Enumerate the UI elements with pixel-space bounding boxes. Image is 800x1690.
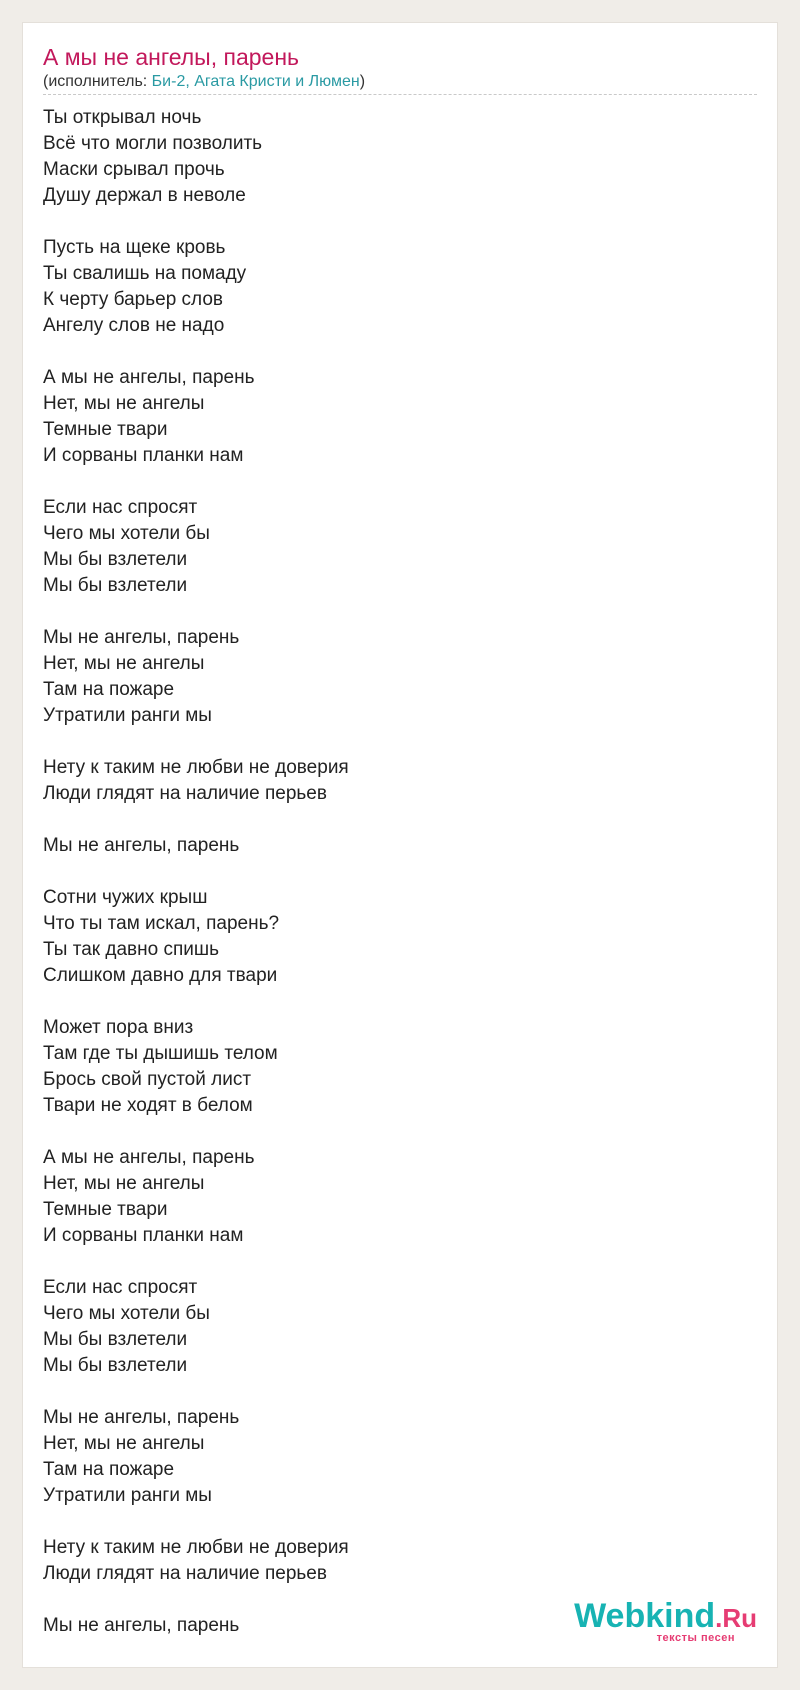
stanza-gap (43, 469, 743, 495)
stanza-gap (43, 807, 743, 833)
stanza-gap (43, 599, 743, 625)
webkind-logo[interactable] (557, 1597, 757, 1645)
performer-link[interactable]: Би-2, Агата Кристи и Люмен (151, 73, 360, 90)
lyric-line: Там на пожаре (43, 679, 175, 700)
logo-tagline: тексты песен (656, 1632, 735, 1644)
lyric-line: Слишком давно для твари (43, 965, 278, 986)
logo-suffix: .Ru (715, 1603, 757, 1633)
lyric-line: А мы не ангелы, парень (43, 367, 255, 388)
lyric-line: Маски срывал прочь (43, 159, 225, 180)
lyric-line: Брось свой пустой лист (43, 1069, 252, 1090)
lyric-line: Мы бы взлетели (43, 549, 188, 570)
stanza-gap (43, 1379, 743, 1405)
lyric-line: Твари не ходят в белом (43, 1095, 253, 1116)
lyric-line: Нет, мы не ангелы (43, 653, 205, 674)
lyric-line: Ты свалишь на помаду (43, 263, 247, 284)
lyric-line: Всё что могли позволить (43, 133, 263, 154)
lyric-line: Сотни чужих крыш (43, 887, 208, 908)
lyric-line: Мы бы взлетели (43, 1355, 188, 1376)
stanza-gap (43, 339, 743, 365)
lyric-line: Нет, мы не ангелы (43, 1173, 205, 1194)
lyric-line: Нету к таким не любви не доверия (43, 1537, 349, 1558)
lyric-line: Если нас спросят (43, 497, 198, 518)
performer-suffix: ) (359, 73, 366, 90)
lyric-line: Люди глядят на наличие перьев (43, 1563, 327, 1584)
lyric-line: Чего мы хотели бы (43, 523, 210, 544)
performer-line (43, 72, 365, 92)
lyric-line: Темные твари (43, 1199, 168, 1220)
lyric-line: Мы не ангелы, парень (43, 1615, 240, 1636)
lyric-line: Ты открывал ночь (43, 107, 202, 128)
stanza-gap (43, 859, 743, 885)
performer-prefix: (исполнитель: (43, 73, 152, 90)
lyric-line: Мы бы взлетели (43, 575, 188, 596)
stanza-gap (43, 1509, 743, 1535)
lyric-line: И сорваны планки нам (43, 1225, 244, 1246)
lyric-line: Нету к таким не любви не доверия (43, 757, 349, 778)
lyric-line: Мы бы взлетели (43, 1329, 188, 1350)
lyric-line: Там где ты дышишь телом (43, 1043, 278, 1064)
lyric-line: Темные твари (43, 419, 168, 440)
lyric-line: Чего мы хотели бы (43, 1303, 210, 1324)
logo-word: Webkind (574, 1597, 716, 1635)
stanza-gap (43, 209, 743, 235)
lyric-line: Там на пожаре (43, 1459, 175, 1480)
stanza-gap (43, 1249, 743, 1275)
lyric-line: К черту барьер слов (43, 289, 224, 310)
lyric-line: Может пора вниз (43, 1017, 194, 1038)
lyric-line: Ангелу слов не надо (43, 315, 225, 336)
lyric-line: Душу держал в неволе (43, 185, 246, 206)
stanza-gap (43, 729, 743, 755)
lyric-line: А мы не ангелы, парень (43, 1147, 255, 1168)
lyric-line: Ты так давно спишь (43, 939, 219, 960)
lyrics-text (43, 105, 743, 1639)
lyric-line: Если нас спросят (43, 1277, 198, 1298)
lyric-line: Утратили ранги мы (43, 705, 212, 726)
logo-wordmark (574, 1597, 757, 1637)
lyric-line: Пусть на щеке кровь (43, 237, 226, 258)
lyric-line: Мы не ангелы, парень (43, 627, 240, 648)
stanza-gap (43, 989, 743, 1015)
lyric-line: Нет, мы не ангелы (43, 393, 205, 414)
lyric-line: Мы не ангелы, парень (43, 835, 240, 856)
lyric-line: И сорваны планки нам (43, 445, 244, 466)
title-divider (43, 94, 757, 95)
lyrics-card (22, 22, 778, 1668)
stanza-gap (43, 1119, 743, 1145)
lyric-line: Что ты там искал, парень? (43, 913, 280, 934)
lyric-line: Люди глядят на наличие перьев (43, 783, 327, 804)
song-title: А мы не ангелы, парень (43, 44, 299, 70)
lyric-line: Утратили ранги мы (43, 1485, 212, 1506)
lyric-line: Нет, мы не ангелы (43, 1433, 205, 1454)
lyric-line: Мы не ангелы, парень (43, 1407, 240, 1428)
